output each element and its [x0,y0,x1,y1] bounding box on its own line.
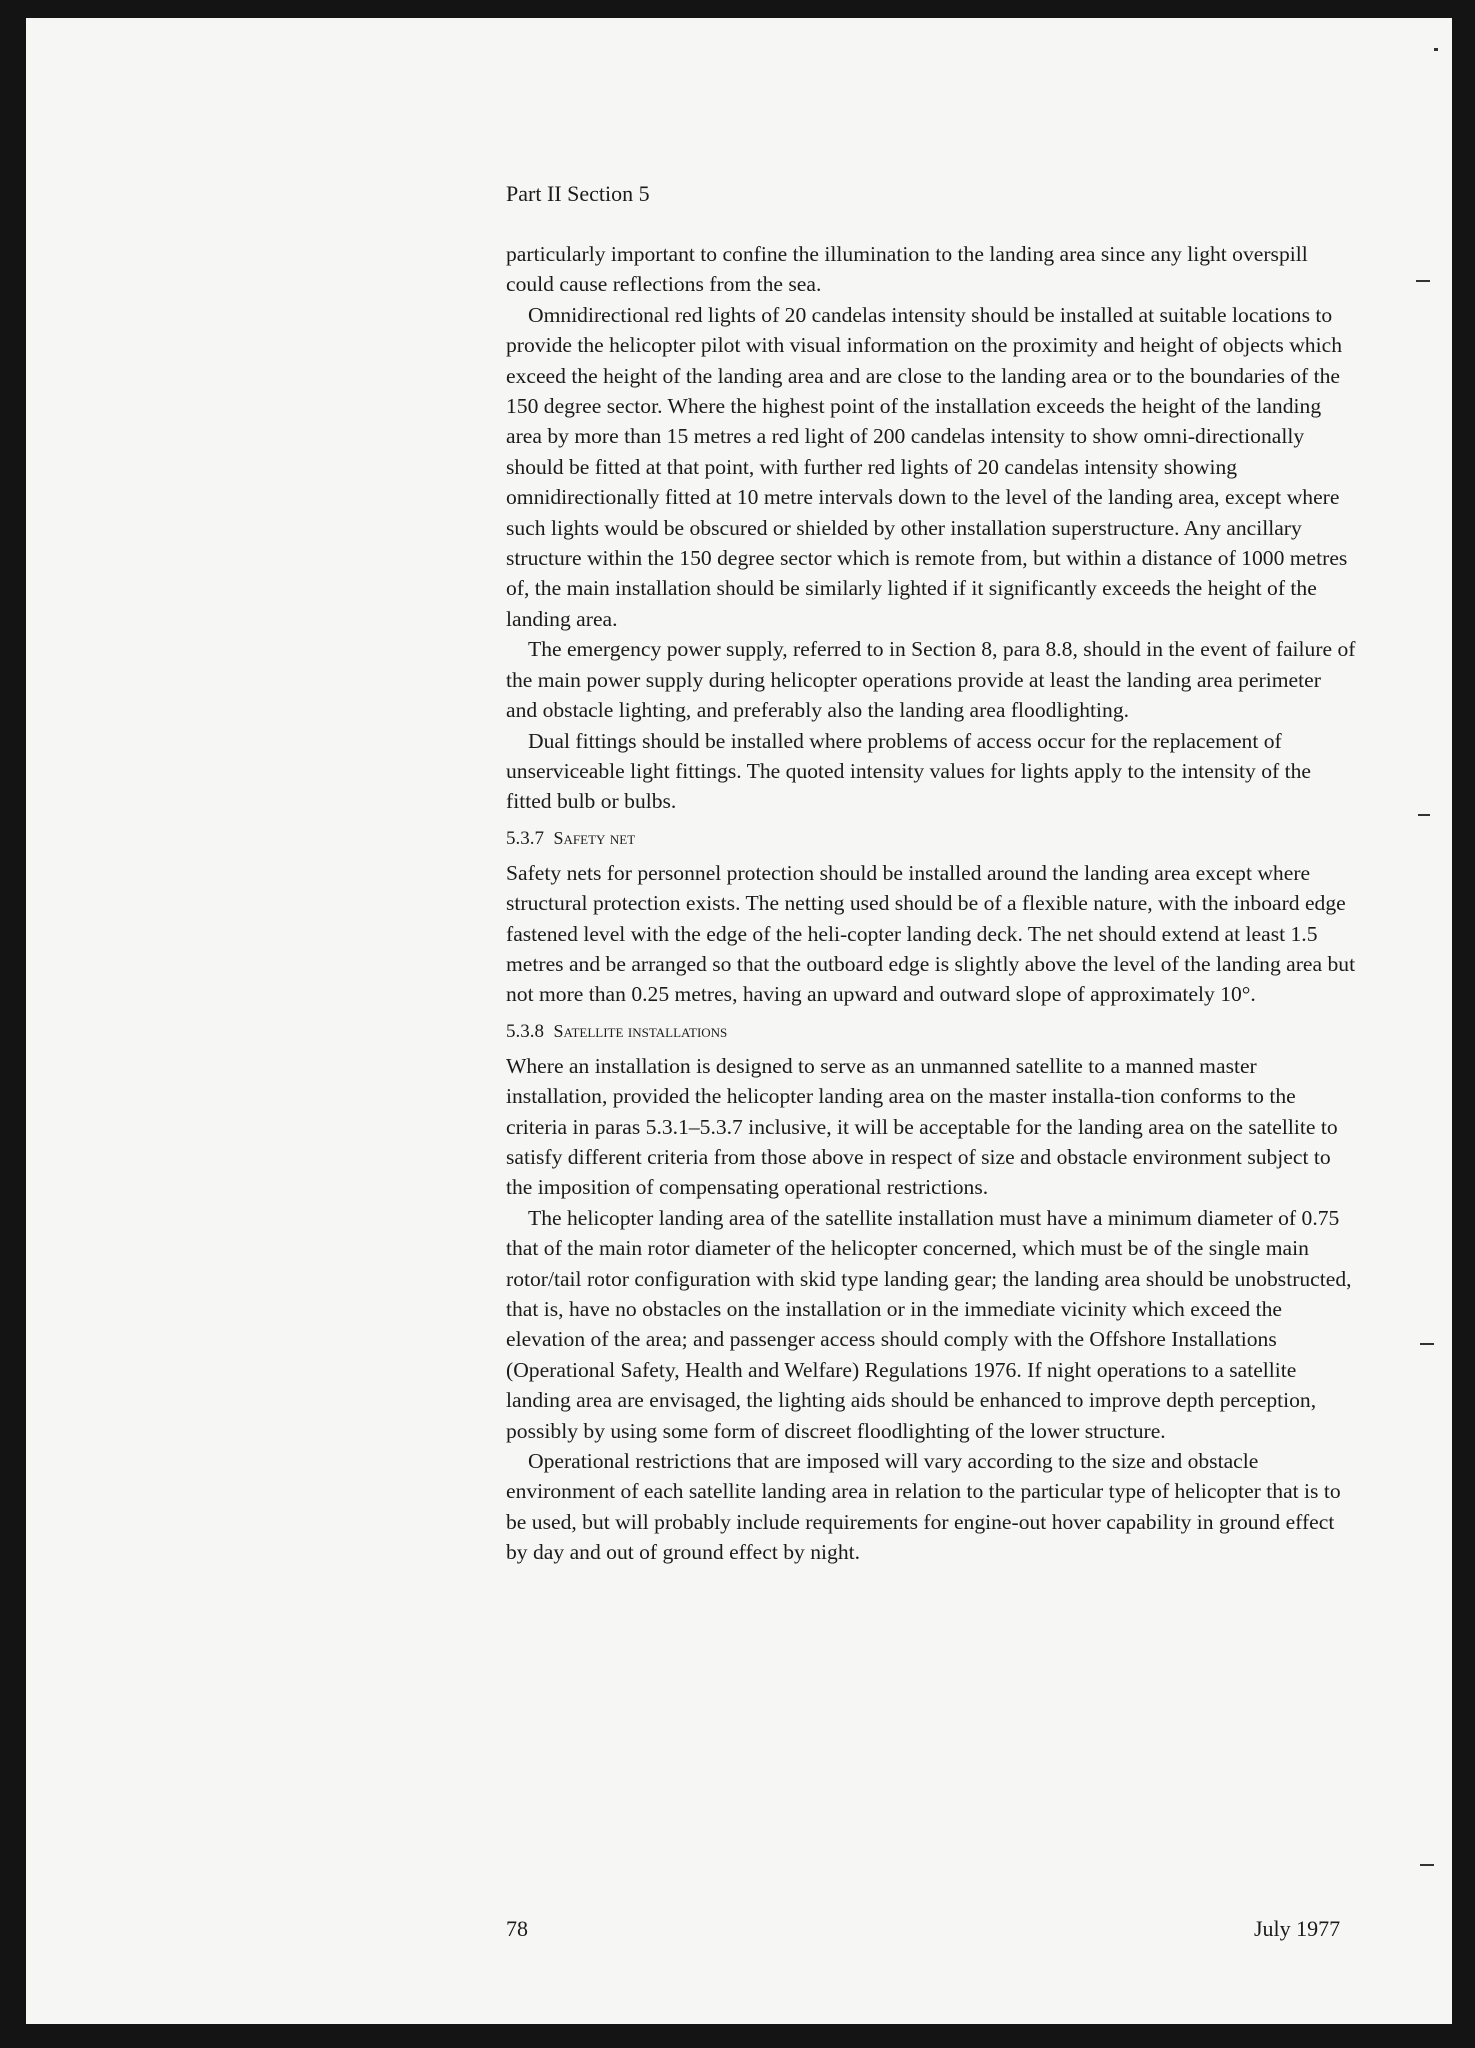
scan-mark [1420,1864,1434,1866]
section-heading-5-3-7 [506,826,1356,851]
paragraph: Dual fittings should be installed where problems of access occur for the replacement of unserviceable light fittings. The quoted intensity values for lights apply to the intensity of the fitted bulb or bulbs. [506,728,1312,814]
paragraph: The helicopter landing area of the satellite installation must have a minimum diameter of 0.75 that of the main rotor diameter of the helicopter concerned, which must be of the single main rotor/tail rotor configuration with skid type landing gear; the landing area should be unobstructed, that is, have no obstacles on the installation or in the immediate vicinity which exceed the elevation of the area; and passenger access should comply with the Offshore Installations (Operational Safety, Health and Welfare) Regulations 1976. If night operations to a satellite landing area are envisaged, the lighting aids should be enhanced to improve depth perception, possibly by using some form of discreet floodlighting of the lower structure. [506,1205,1352,1443]
paragraph: Operational restrictions that are imposed will vary according to the size and obstacle environment of each satellite landing area in relation to the particular type of helicopter that is to be used, but will probably include requirements for engine-out hover capability in ground effect by day and out of ground effect by night. [506,1449,1341,1565]
paragraph: Omnidirectional red lights of 20 candelas intensity should be installed at suitable locations to provide the helicopter pilot with visual information on the proximity and height of objects which exceed the height of the landing area and are close to the landing area or to the boundaries of the 150 degree sector. Where the highest point of the installation exceeds the height of the landing area by more than 15 metres a red light of 200 candelas intensity to show omni-directionally should be fitted at that point, with further red lights of 20 candelas intensity showing omnidirectionally fitted at 10 metre intervals down to the level of the landing area, except where such lights would be obscured or shielded by other installation superstructure. Any ancillary structure within the 150 degree sector which is remote from, but within a distance of 1000 metres of, the main installation should be similarly lighted if it significantly exceeds the height of the landing area. [506,302,1348,631]
section-title: Satellite installations [553,1020,728,1041]
paragraph: The emergency power supply, referred to in Section 8, para 8.8, should in the event of failure of the main power supply during helicopter operations provide at least the landing area perimeter and obstacle lighting, and preferably also the landing area floodlighting. [506,637,1356,723]
section-title: Safety net [553,827,636,848]
section-number: 5.3.8 [506,1020,544,1042]
scan-mark [1434,48,1438,51]
paragraph: particularly important to confine the illumination to the landing area since any light overspill could cause reflections from the sea. [506,242,1308,297]
scan-mark [1420,1343,1434,1345]
section-number: 5.3.7 [506,827,544,849]
page-number: 78 [506,1916,528,1941]
scan-mark [1416,280,1430,282]
body-text [506,239,1356,1568]
document-page [26,18,1452,2024]
section-heading-5-3-8 [506,1019,1356,1044]
paragraph: Where an installation is designed to serve as an unmanned satellite to a manned master installation, provided the helicopter landing area on the master installa-tion conforms to the criteria in paras 5.3.1–5.3.7 inclusive, it will be acceptable for the landing area on the satellite to satisfy different criteria from those above in respect of size and obstacle environment subject to the imposition of compensating operational restrictions. [506,1053,1338,1200]
page-date: July 1977 [1254,1916,1341,1941]
scan-mark [1418,814,1430,816]
paragraph: Safety nets for personnel protection should be installed around the landing area except where structural protection exists. The netting used should be of a flexible nature, with the inboard edge fastened level with the edge of the heli-copter landing deck. The net should extend at least 1.5 metres and be arranged so that the outboard edge is slightly above the level of the landing area but not more than 0.25 metres, having an upward and outward slope of approximately 10°. [506,860,1356,1007]
running-header: Part II Section 5 [506,181,650,206]
